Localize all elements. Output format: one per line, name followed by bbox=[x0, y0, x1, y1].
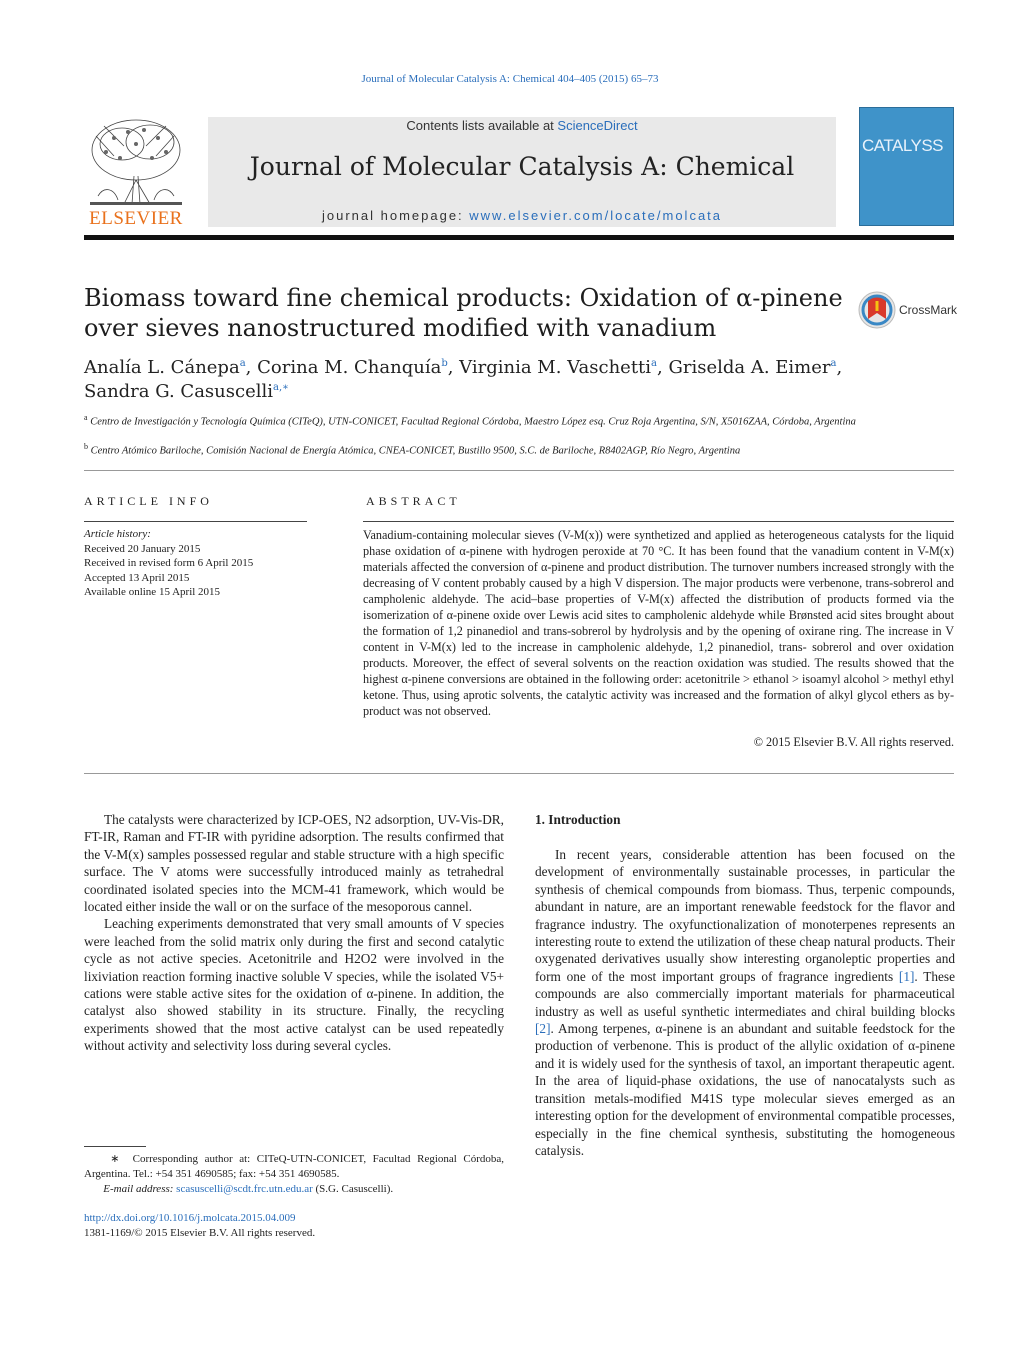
body-left-column bbox=[84, 811, 504, 1055]
author-name[interactable]: Sandra G. Casuscelli bbox=[84, 381, 273, 402]
contents-prefix: Contents lists available at bbox=[406, 118, 558, 133]
author-affiliation-marker: b bbox=[441, 358, 448, 369]
journal-citation[interactable]: Journal of Molecular Catalysis A: Chemical 404–405 (2015) 65–73 bbox=[361, 73, 659, 85]
doi-link-text[interactable]: http://dx.doi.org/10.1016/j.molcata.2015.04.009 bbox=[84, 1212, 296, 1224]
article-info-rule bbox=[84, 521, 307, 522]
affiliation-marker: b bbox=[84, 442, 88, 451]
author-affiliation-marker: a bbox=[239, 358, 246, 369]
footnote-marker: ∗ bbox=[110, 1153, 120, 1165]
body-right-column bbox=[535, 846, 955, 1159]
issn-line: 1381-1169/© 2015 Elsevier B.V. All rights reserved. bbox=[84, 1227, 316, 1239]
doi-link[interactable] bbox=[84, 1211, 296, 1226]
affiliation-text: Centro Atómico Bariloche, Comisión Nacional de Energía Atómica, CNEA-CONICET, Bustillo 9500, S.C. de Bariloche, R8402AGP, Río Negro, Argentina bbox=[90, 445, 741, 457]
intro-text: In recent years, considerable attention has been focused on the development of environmentally sustainable processes, in particular the synthesis of chemical compounds from biomass. Thus, terpenic compounds, abundant in nature, are an important renewable feedstock for the flavor and fragrance industry. The oxyfunctionalization of monoterpenes represents an interesting route to extend the utilization of these cheap natural products. Their oxygenated derivatives usually show interesting organoleptic properties and form one of the most important groups of fragrance ingredients bbox=[535, 847, 955, 984]
author-name[interactable]: Analía L. Cánepa bbox=[84, 357, 240, 378]
corresponding-author-note bbox=[84, 1152, 504, 1181]
abstract-divider bbox=[84, 773, 954, 774]
journal-cover-image[interactable] bbox=[859, 107, 954, 226]
abstract-text: Vanadium-containing molecular sieves (V-M(x)) were synthetized and applied as heterogeneous catalysts for the liquid phase oxidation of α-pinene with hydrogen peroxide at 70 °C. It has been found that the vanadium content in V-M(x) materials affected the conversion of α-pinene and product distribution. The turnover numbers increased strongly with the decreasing of V content probably caused by a high V dispersion. The major products were verbenone, trans-sobrerol and campholenic aldehyde. The acid–base properties of V-M(x) affected the distribution of products formed via the isomerization of α-pinene oxide over Lewis acid sites to campholenic aldehyde while Brønsted acid sites brought about the formation of 1,2 pinanediol and trans-sobrerol by hydrolysis and by the opening of oxirane ring. The increase in V content in V-M(x) led to the increase in campholenic aldehyde, 1,2 pinanediol, trans- sobrerol and over oxidation products. Moreover, the effect of several solvents on the reaction oxidation was studied. The results showed that the highest α-pinene conversions are obtained in the following order: acetonitrile > ethanol > isoamyl alcohol > methyl ethyl ketone. Thus, using aprotic solvents, the catalytic activity was increased and the formation of alkyl glycol ethers as by-product was not observed. bbox=[363, 528, 954, 718]
affiliation-text: Centro de Investigación y Tecnología Química (CITeQ), UTN-CONICET, Facultad Regional Córdoba, Maestro López esq. Cruz Roja Argentina, S/N, X5016ZAA, Córdoba, Argentina bbox=[90, 416, 856, 428]
history-label: Article history: bbox=[84, 528, 151, 540]
article-title: Biomass toward fine chemical products: Oxidation of α-pinene over sieves nanostructured modified with vanadium bbox=[84, 284, 843, 342]
footnote-rule bbox=[84, 1146, 146, 1147]
email-owner: (S.G. Casuscelli). bbox=[312, 1183, 394, 1195]
email-note bbox=[84, 1182, 504, 1197]
crossmark-label[interactable]: CrossMark bbox=[899, 303, 958, 317]
email-link[interactable]: scasuscelli@scdt.frc.utn.edu.ar bbox=[176, 1183, 313, 1195]
abstract-heading: ABSTRACT bbox=[366, 494, 461, 508]
footnote-text: Corresponding author at: CITeQ-UTN-CONICET, Facultad Regional Córdoba, Argentina. Tel.: +54 351 4690585; fax: +54 351 4690585. bbox=[84, 1153, 505, 1180]
article-info-heading: ARTICLE INFO bbox=[84, 494, 213, 508]
article-history bbox=[84, 527, 314, 600]
body-paragraph: The catalysts were characterized by ICP-OES, N2 adsorption, UV-Vis-DR, FT-IR, Raman and FT-IR with pyridine adsorption. The results confirmed that the V-M(x) samples possessed regular and stable structure with a high specific surface. The V atoms were successfully introduced mainly as tetrahedral coordinated isolated species into the MCM-41 framework, which would be located either inside the wall or on the surface of the mesoporous cannel. bbox=[84, 812, 504, 915]
history-received: Received 20 January 2015 bbox=[84, 542, 201, 555]
author-affiliation-marker: a bbox=[651, 358, 658, 369]
journal-homepage bbox=[208, 208, 836, 223]
homepage-link[interactable]: www.elsevier.com/locate/molcata bbox=[469, 208, 723, 223]
header-divider bbox=[84, 235, 954, 240]
homepage-prefix: journal homepage: bbox=[321, 208, 470, 223]
cover-title-text: CATALYSS bbox=[862, 136, 944, 155]
affiliation-marker: a bbox=[84, 413, 88, 422]
email-label: E-mail address: bbox=[103, 1183, 177, 1195]
introduction-paragraph bbox=[535, 846, 955, 1159]
sciencedirect-link[interactable]: ScienceDirect bbox=[557, 118, 638, 133]
reference-link[interactable]: [2] bbox=[535, 1021, 551, 1037]
contents-availability bbox=[208, 118, 836, 133]
history-accepted: Accepted 13 April 2015 bbox=[84, 571, 190, 584]
reference-link[interactable]: [1] bbox=[898, 968, 915, 984]
author-affiliation-marker: a bbox=[830, 358, 837, 369]
journal-name: Journal of Molecular Catalysis A: Chemical bbox=[249, 152, 795, 181]
author-name[interactable]: Griselda A. Eimer bbox=[668, 357, 831, 378]
abstract-rule bbox=[363, 521, 954, 522]
affiliation-b bbox=[84, 440, 954, 459]
author-affiliation-marker: a,∗ bbox=[273, 382, 289, 393]
author-name[interactable]: Corina M. Chanquía bbox=[257, 357, 442, 378]
author-list: Analía L. Cánepa$^a$, Corina M. Chanquía$^b$, Virginia M. Vaschetti$^a$, Griselda A. Eimer$^a$, Sandra G. Casuscelli$^{a,∗}$ bbox=[84, 357, 843, 402]
history-online: Available online 15 April 2015 bbox=[84, 586, 221, 598]
affiliation-divider bbox=[84, 470, 954, 471]
abstract-copyright: © 2015 Elsevier B.V. All rights reserved. bbox=[753, 735, 954, 749]
body-paragraph: Leaching experiments demonstrated that very small amounts of V species were leached from the solid matrix only during the first and second catalytic cycle as not active species. Acetonitrile and H2O2 were involved in the lixiviation reaction forming inactive soluble V species, while the isolated V5+ cations were stable active sites for the oxidation of α-pinene. In addition, the catalyst also showed stability in its structure. Finally, the recycling experiments showed that the most active catalyst can be used repeatedly without activity and selectivity loss during several cycles. bbox=[84, 916, 504, 1054]
elsevier-wordmark: ELSEVIER bbox=[89, 208, 183, 229]
author-name[interactable]: Virginia M. Vaschetti bbox=[459, 357, 652, 378]
crossmark-icon[interactable] bbox=[858, 291, 896, 329]
intro-text: . Among terpenes, α-pinene is an abundant and suitable feedstock for the production of verbenone. This is product of the allylic oxidation of α-pinene and it is widely used for the synthesis of taxol, an important therapeutic agent. In the area of liquid-phase oxidations, the use of nanocatalysts such as transition metals-modified M41S type molecular sieves emerged as an interesting option for the development of environmental compatible processes, especially in the fine chemical synthesis, substituting the homogeneous catalysis. bbox=[535, 1021, 955, 1158]
introduction-heading: 1. Introduction bbox=[535, 812, 621, 827]
intro-text: . These compounds are also commercially important materials for pharmaceutical industry as well as useful synthetic intermediates and chiral building blocks bbox=[535, 968, 955, 1019]
history-revised: Received in revised form 6 April 2015 bbox=[84, 557, 254, 569]
affiliation-a bbox=[84, 411, 954, 430]
